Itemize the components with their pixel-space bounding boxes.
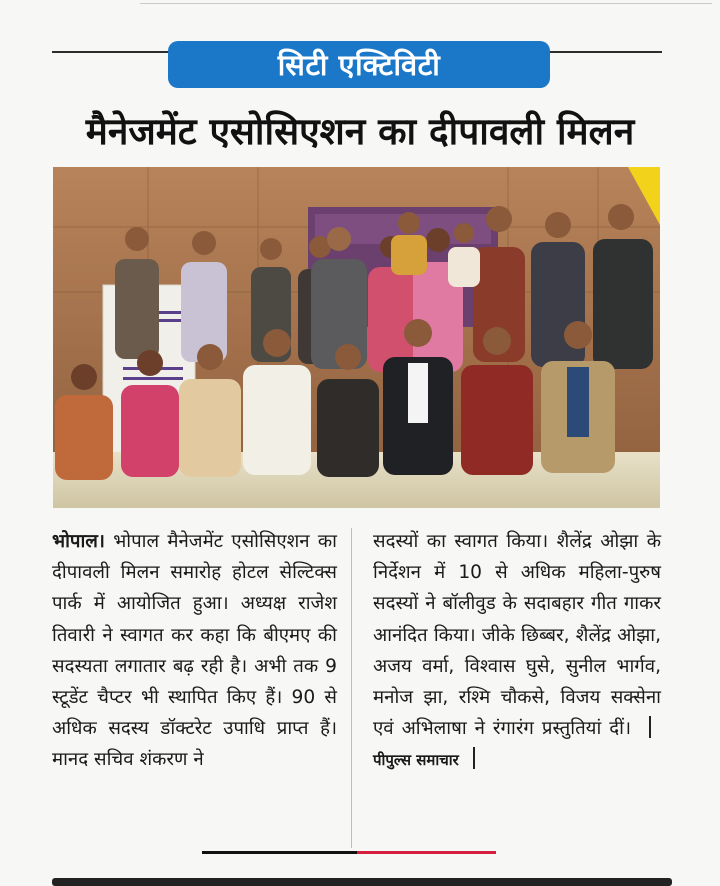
- page-top-rule: [140, 3, 712, 4]
- article-body-left: भोपाल मैनेजमेंट एसोसिएशन का दीपावली मिलन समारोह होटल सेल्टिक्स पार्क में आयोजित हुआ। अध्यक्ष राजेश तिवारी ने स्वागत कर कहा कि बीएमए की सदस्यता लगातार बढ़ रही है। अभी तक 9 स्टूडेंट चैप्टर भी स्थापित किए हैं। 90 से अधिक सदस्य डॉक्टरेट उपाधि प्राप्त हैं। मानद सचिव शंकरण ने: [52, 531, 337, 771]
- credit-divider-left: [649, 716, 651, 738]
- section-badge: सिटी एक्टिविटी: [168, 41, 550, 88]
- credit-divider-right: [473, 747, 475, 769]
- photo-illustration: [53, 167, 660, 508]
- article-body-right-column: [373, 526, 661, 777]
- article-end-rule-accent: [357, 851, 496, 854]
- article-headline: मैनेजमेंट एसोसिएशन का दीपावली मिलन: [85, 110, 635, 153]
- publication-credit: पीपुल्स समाचार: [373, 751, 459, 770]
- column-divider: [351, 528, 352, 848]
- article-dateline: भोपाल।: [52, 531, 105, 552]
- group-photo-image: [53, 167, 660, 508]
- article-body-left-column: [52, 526, 337, 776]
- article-body-right: सदस्यों का स्वागत किया। शैलेंद्र ओझा के निर्देशन में 10 से अधिक महिला-पुरुष सदस्यों ने बॉलीवुड के सदाबहार गीत गाकर आनंदित किया। जीके छिब्बर, शैलेंद्र ओझा, अजय वर्मा, विश्वास घुसे, सुनील भार्गव, मनोज झा, रश्मि चौकसे, विजय सक्सेना एवं अभिलाषा ने रंगारंग प्रस्तुतियां दीं।: [373, 531, 661, 740]
